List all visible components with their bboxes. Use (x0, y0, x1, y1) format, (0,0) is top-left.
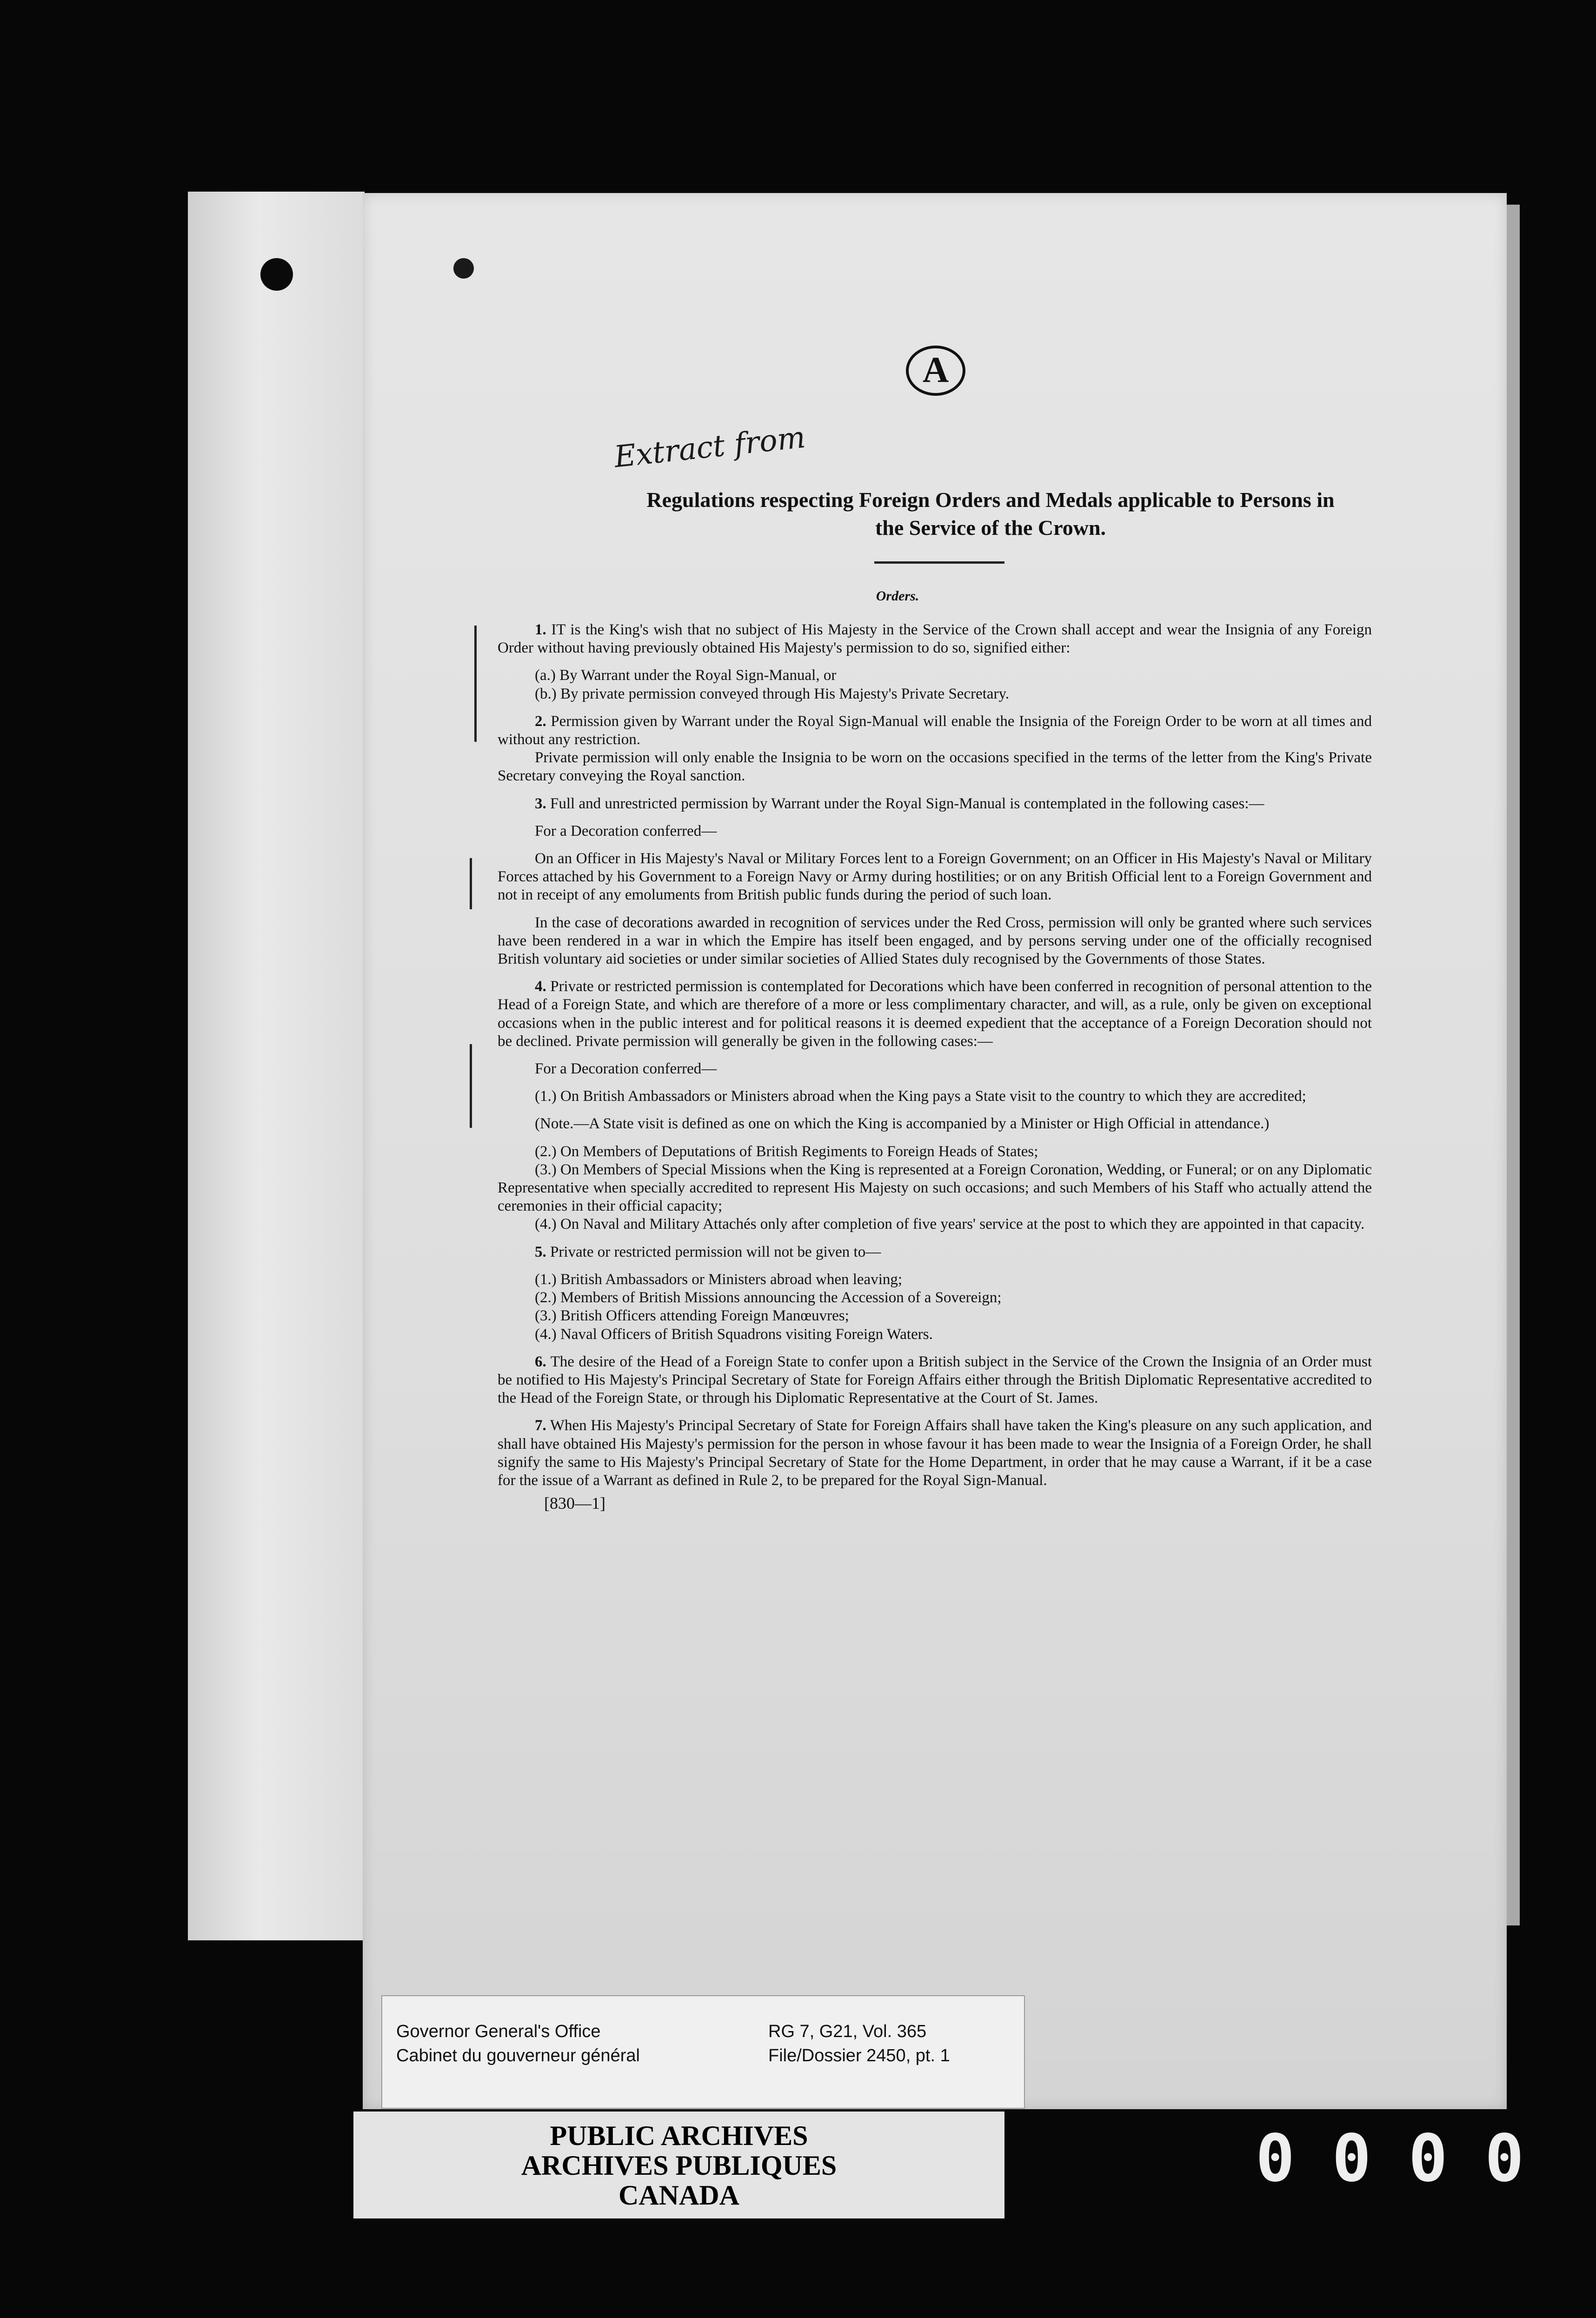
archives-line-1: PUBLIC ARCHIVES (550, 2120, 808, 2151)
paragraph-5-4: (4.) Naval Officers of British Squadrons visiting Foreign Waters. (535, 1326, 933, 1343)
margin-bracket (474, 626, 477, 742)
paragraph-6: 6. The desire of the Head of a Foreign State to confer upon a British subject in the Service of the Crown the Insignia of an Order must be notified to His Majesty's Principal Secretary of State for Foreign Affairs either through the British Diplomatic Representative accredited to the Head of the Foreign State, or through his Diplomatic Representative at the Court of St. James. (498, 1353, 1372, 1407)
paragraph-4: 4. Private or restricted permission is contemplated for Decorations which have been conferred in recognition of personal attention to the Head of a Foreign State, and which are therefore of a more or less complimentary character, and will, as a rule, only be given on exceptional occasions when in the public interest and for political reasons it is deemed expedient that the acceptance of a Foreign Decoration should not be declined. Private permission will generally be given in the following cases:— (498, 978, 1372, 1050)
paragraph-3b: On an Officer in His Majesty's Naval or Military Forces lent to a Foreign Government; on an Officer in His Majesty's Naval or Military Forces attached by his Government to a Foreign Navy or Army during hostilities; or on any British Official lent to a Foreign Government and not in receipt of any emoluments from British public funds during the period of such loan. (498, 850, 1372, 904)
paragraph-1: 1. IT is the King's wish that no subject of His Majesty in the Service of the Crown shall accept and wear the Insignia of any Foreign Order without having previously obtained His Majesty's permission to do so, signified either: (498, 621, 1372, 657)
paper-edge (1506, 205, 1520, 1925)
paragraph-4-4: (4.) On Naval and Military Attachés only after completion of five years' service at the post to which they are appointed in that capacity. (535, 1216, 1365, 1233)
paragraph-5-3: (3.) British Officers attending Foreign Manœuvres; (535, 1307, 849, 1325)
document-page (363, 193, 1507, 2109)
section-heading: Orders. (876, 588, 919, 604)
punch-hole (260, 258, 293, 291)
paragraph-4-1: (1.) On British Ambassadors or Ministers abroad when the King pays a State visit to the country to which they are accredited; (535, 1088, 1306, 1105)
paragraph-5: 5. Private or restricted permission will not be given to— (535, 1243, 881, 1260)
paragraph-1b: (b.) By private permission conveyed through His Majesty's Private Secretary. (535, 685, 1010, 702)
margin-bracket (470, 858, 472, 909)
file-number: File/Dossier 2450, pt. 1 (768, 2046, 950, 2065)
document-body (498, 621, 1372, 1512)
punch-hole (453, 258, 474, 279)
archives-line-3: CANADA (618, 2180, 739, 2211)
archive-label (381, 1995, 1025, 2109)
backing-strip (188, 192, 365, 1940)
paragraph-3: 3. Full and unrestricted permission by Warrant under the Royal Sign-Manual is contemplated in the following cases:— (535, 795, 1264, 812)
title-line-2: the Service of the Crown. (875, 516, 1106, 540)
circled-mark: A (906, 346, 965, 396)
paragraph-4-3: (3.) On Members of Special Missions when the King is represented at a Foreign Coronation, Wedding, or Funeral; or on any Diplomatic Representative when specially accredited to represent His Majesty on such occasions; and such Members of his Staff who actually attend the ceremonies in their official capacity; (498, 1161, 1372, 1215)
paragraph-4-2: (2.) On Members of Deputations of British Regiments to Foreign Heads of States; (535, 1143, 1038, 1160)
paragraph-2: 2. Permission given by Warrant under the Royal Sign-Manual will enable the Insignia of the Foreign Order to be worn at all times and without any restriction. (498, 713, 1372, 748)
frame-number: 0000 (1256, 2121, 1562, 2197)
office-fr: Cabinet du gouverneur général (396, 2046, 640, 2065)
title-line-1: Regulations respecting Foreign Orders and Medals applicable to Persons in (646, 488, 1335, 512)
paragraph-5-1: (1.) British Ambassadors or Ministers abroad when leaving; (535, 1271, 903, 1288)
paragraph-3a: For a Decoration conferred— (535, 822, 717, 839)
archives-stamp (353, 2112, 1004, 2218)
title-rule (874, 561, 1004, 564)
paragraph-1a: (a.) By Warrant under the Royal Sign-Manual, or (535, 667, 837, 684)
paragraph-4-note: (Note.—A State visit is defined as one on which the King is accompanied by a Minister or High Official in attendance.) (535, 1115, 1270, 1132)
handwritten-note: Extract from (612, 420, 807, 475)
office-en: Governor General's Office (396, 2022, 601, 2041)
paragraph-5-2: (2.) Members of British Missions announcing the Accession of a Sovereign; (535, 1289, 1002, 1306)
paragraph-7: 7. When His Majesty's Principal Secretary of State for Foreign Affairs shall have taken the King's pleasure on any such application, and shall have obtained His Majesty's permission for the person in whose favour it has been made to wear the Insignia of a Foreign Order, he shall signify the same to His Majesty's Principal Secretary of State for the Home Department, in order that he may cause a Warrant, if it be a case for the issue of a Warrant as defined in Rule 2, to be prepared for the Royal Sign-Manual. (498, 1417, 1372, 1489)
folio-number: [830—1] (544, 1494, 605, 1513)
margin-bracket (470, 1044, 472, 1128)
paragraph-2b: Private permission will only enable the Insignia to be worn on the occasions specified in the terms of the letter from the King's Private Secretary conveying the Royal sanction. (498, 749, 1372, 785)
reference-number: RG 7, G21, Vol. 365 (768, 2022, 927, 2041)
paragraph-3c: In the case of decorations awarded in recognition of services under the Red Cross, permission will only be granted where such services have been rendered in a war in which the Empire has itself been engaged, and by persons serving under one of the officially recognised British voluntary aid societies or under similar societies of Allied States duly recognised by the Governments of those States. (498, 914, 1372, 968)
document-title (502, 486, 1479, 542)
paragraph-4a: For a Decoration conferred— (535, 1060, 717, 1078)
archives-line-2: ARCHIVES PUBLIQUES (521, 2150, 837, 2181)
